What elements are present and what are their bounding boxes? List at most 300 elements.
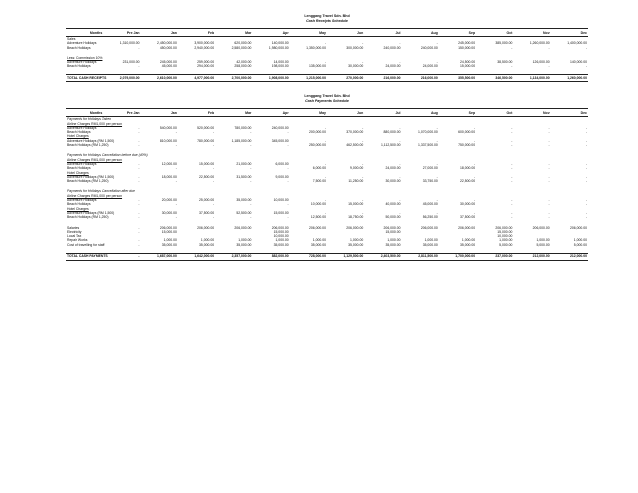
table-cell: - xyxy=(436,125,438,130)
table-cell: 15,000.00 xyxy=(161,229,177,234)
table-cell: - xyxy=(175,130,177,135)
total-row xyxy=(66,75,588,82)
table-cell: 1,310,000.00 xyxy=(119,41,140,46)
table-cell: 245,000.00 xyxy=(159,60,177,65)
table-cell: 9,000.00 xyxy=(350,166,364,171)
table-cell: 1,000.00 xyxy=(275,238,289,243)
table-cell: - xyxy=(362,174,364,179)
column-header: Apr xyxy=(252,109,289,117)
table-cell: - xyxy=(362,125,364,130)
row-label: TOTAL CASH PAYMENTS xyxy=(67,254,108,259)
table-cell: 150,000.00 xyxy=(458,45,476,50)
table-cell: 780,000.00 xyxy=(197,138,215,143)
table-cell: 18,000.00 xyxy=(161,174,177,179)
table-cell: - xyxy=(436,210,438,215)
table-cell: - xyxy=(399,138,401,143)
table-cell: 370,000.00 xyxy=(346,130,364,135)
row-label: Adventure Holidays (RM 1,500) xyxy=(67,138,115,143)
table-cell: 216,000.00 xyxy=(402,75,439,82)
table-cell: 30,000.00 xyxy=(161,210,177,215)
table-cell: 240,000.00 xyxy=(271,125,289,130)
table-cell: 1,000.00 xyxy=(461,238,476,243)
table-cell: 135,000.00 xyxy=(308,64,326,69)
table-cell: 22,500.00 xyxy=(199,174,215,179)
table-cell: 5,000.00 xyxy=(499,242,513,247)
table-cell: 35,000.00 xyxy=(348,242,364,247)
table-cell: - xyxy=(138,130,140,135)
table-cell: 1,337,500.00 xyxy=(418,143,438,148)
table-cell: - xyxy=(138,138,140,143)
row-label: Beach Holidays (RM 1,250) xyxy=(67,215,109,220)
total-row xyxy=(66,253,588,260)
table-cell: - xyxy=(212,215,215,220)
table-cell: - xyxy=(250,166,252,171)
row-label: Beach Holidays (RM 1,250) xyxy=(67,143,109,148)
table-cell: 294,000.00 xyxy=(197,64,215,69)
table-cell: - xyxy=(399,198,401,203)
table-cell: 5,000.00 xyxy=(536,242,550,247)
table-cell: - xyxy=(250,179,252,184)
table-cell: - xyxy=(548,202,550,207)
table-cell: - xyxy=(585,161,587,166)
table-cell: 1,112,500.00 xyxy=(380,143,401,148)
table-cell: 1,000.00 xyxy=(238,238,252,243)
table-cell: 2,700,000.00 xyxy=(215,75,252,82)
row-label: Repair Works xyxy=(67,238,88,243)
column-header: Feb xyxy=(178,29,215,37)
column-header: Mar xyxy=(215,109,252,117)
table-cell: - xyxy=(212,179,215,184)
column-header: Aug xyxy=(402,29,439,37)
table-cell: - xyxy=(175,179,177,184)
table-cell: 300,000.00 xyxy=(346,45,364,50)
table-cell: 206,000.00 xyxy=(383,225,401,230)
table-cell: 30,000.00 xyxy=(348,64,364,69)
table-cell: - xyxy=(399,41,401,46)
table-cell: 212,000.00 xyxy=(551,253,588,260)
table-cell: - xyxy=(362,161,364,166)
table-cell: 345,000.00 xyxy=(271,138,289,143)
table-cell: 2,357,000.00 xyxy=(215,253,252,260)
table-cell: - xyxy=(548,161,550,166)
table-cell: - xyxy=(511,179,513,184)
table-cell: - xyxy=(103,253,140,260)
table-cell: - xyxy=(436,60,438,65)
table-cell: - xyxy=(324,161,326,166)
table-cell: - xyxy=(585,210,587,215)
table-cell: - xyxy=(511,210,513,215)
table-cell: 45,000.00 xyxy=(422,202,438,207)
row-label: Hotel Charges xyxy=(67,134,89,139)
table-cell: 355,500.00 xyxy=(439,75,476,82)
table-cell: 520,000.00 xyxy=(197,125,215,130)
table-cell: 1,000.00 xyxy=(387,238,401,243)
table-cell: 1,000.00 xyxy=(536,238,550,243)
table-cell: 1,642,000.00 xyxy=(178,253,215,260)
receipts-schedule-title: Cash Receipts Schedule xyxy=(306,19,348,23)
table-cell: 270,000.00 xyxy=(327,75,364,82)
table-cell: 21,000.00 xyxy=(236,161,252,166)
table-cell: - xyxy=(399,125,401,130)
table-cell: - xyxy=(138,179,140,184)
table-cell: - xyxy=(585,138,587,143)
table-cell: - xyxy=(138,174,140,179)
table-cell: - xyxy=(548,210,550,215)
table-cell: 1,000.00 xyxy=(312,238,326,243)
table-cell: 385,000.00 xyxy=(495,41,513,46)
table-cell: - xyxy=(585,198,587,203)
table-cell: - xyxy=(548,179,550,184)
table-cell: 1,000.00 xyxy=(200,238,215,243)
table-cell: - xyxy=(324,125,326,130)
row-label: Beach Holidays xyxy=(67,130,91,135)
table-cell: - xyxy=(250,130,252,135)
table-cell: 40,000.00 xyxy=(385,202,401,207)
table-cell: 206,000.00 xyxy=(159,225,177,230)
table-cell: - xyxy=(511,125,513,130)
table-cell: - xyxy=(585,202,587,207)
table-cell: 1,700,000.00 xyxy=(439,253,476,260)
table-cell: 24,000.00 xyxy=(422,64,438,69)
table-cell: - xyxy=(473,174,476,179)
table-cell: 258,000.00 xyxy=(234,64,252,69)
table-cell: - xyxy=(250,143,252,148)
row-label: Less: Commission 10% xyxy=(67,55,103,60)
table-cell: 42,000.00 xyxy=(236,60,252,65)
column-header: May xyxy=(290,29,327,37)
table-cell: 15,000.00 xyxy=(497,229,513,234)
table-cell: - xyxy=(212,143,215,148)
table-cell: 1,687,000.00 xyxy=(141,253,178,260)
table-cell: 1,129,500.00 xyxy=(327,253,364,260)
table-cell: - xyxy=(436,198,438,203)
table-cell: - xyxy=(511,130,513,135)
table-cell: - xyxy=(138,225,140,230)
table-cell: 126,000.00 xyxy=(532,60,550,65)
table-cell: 206,000.00 xyxy=(346,225,364,230)
row-label: Beach Holidays xyxy=(67,64,91,69)
table-cell: - xyxy=(362,60,364,65)
table-cell: - xyxy=(362,41,364,46)
table-cell: - xyxy=(511,166,513,171)
table-cell: - xyxy=(287,215,289,220)
table-cell: 2,079,000.00 xyxy=(103,75,140,82)
table-cell: 216,000.00 xyxy=(364,75,401,82)
cash-receipts-table xyxy=(66,28,588,82)
column-header: Nov xyxy=(513,109,550,117)
table-cell: 35,000.00 xyxy=(236,242,252,247)
row-label: Adventure Holidays xyxy=(67,161,97,166)
table-cell: - xyxy=(548,198,550,203)
table-cell: - xyxy=(324,174,326,179)
column-header: Jul xyxy=(364,109,401,117)
row-label: Airline Charges RM1,000 per person xyxy=(67,193,123,198)
table-cell: - xyxy=(511,143,513,148)
table-cell: 15,000.00 xyxy=(460,64,476,69)
row-label: Payments for Holidays Cancellation before due (40%) xyxy=(67,153,148,158)
table-cell: - xyxy=(212,130,215,135)
table-cell: - xyxy=(175,143,177,148)
row-label: Adventure Holidays (RM 1,500) xyxy=(67,174,115,179)
row-label: Payments for Holidays Cancellation after due xyxy=(67,189,135,194)
table-cell: - xyxy=(585,125,587,130)
table-cell: 15,000.00 xyxy=(273,210,289,215)
table-cell: - xyxy=(585,45,587,50)
table-cell: - xyxy=(324,198,326,203)
row-label: Adventure Holidays (RM 1,500) xyxy=(67,210,115,215)
table-cell: - xyxy=(511,64,513,69)
table-cell: 18,750.00 xyxy=(348,215,364,220)
payments-schedule-title: Cash Payments Schedule xyxy=(305,99,349,104)
table-cell: 3,900,000.00 xyxy=(194,41,215,46)
table-cell: - xyxy=(138,64,140,69)
table-cell: - xyxy=(399,60,401,65)
table-cell: 35,000.00 xyxy=(273,242,289,247)
table-cell: 206,000.00 xyxy=(197,225,215,230)
table-cell: 24,000.00 xyxy=(385,64,401,69)
table-cell: 10,000.00 xyxy=(273,234,289,239)
table-cell: - xyxy=(138,238,140,243)
table-cell: - xyxy=(175,166,177,171)
cash-payments-table xyxy=(66,108,588,260)
table-cell: 206,000.00 xyxy=(308,225,326,230)
receipts-body xyxy=(66,37,588,82)
table-cell: 259,000.00 xyxy=(197,60,215,65)
table-cell: 35,000.00 xyxy=(422,242,438,247)
table-cell: 4,977,000.00 xyxy=(178,75,215,82)
table-cell: - xyxy=(138,229,140,234)
table-cell: 750,000.00 xyxy=(458,143,476,148)
table-cell: 2,403,500.00 xyxy=(364,253,401,260)
table-cell: 37,500.00 xyxy=(199,210,215,215)
payments-company-name: Lenggang Travel Sdn. Bhd xyxy=(304,94,350,99)
table-cell: - xyxy=(585,64,587,69)
table-cell: - xyxy=(138,125,140,130)
row-label: Beach Holidays (RM 1,250) xyxy=(67,179,109,184)
table-cell: 1,908,000.00 xyxy=(252,75,289,82)
table-cell: - xyxy=(324,210,326,215)
table-cell: 140,000.00 xyxy=(271,41,289,46)
table-cell: - xyxy=(287,143,289,148)
column-header: Jul xyxy=(364,29,401,37)
table-cell: - xyxy=(511,138,513,143)
column-header: May xyxy=(290,109,327,117)
table-cell: 198,000.00 xyxy=(271,64,289,69)
table-cell: - xyxy=(511,202,513,207)
table-cell: 12,000.00 xyxy=(161,161,177,166)
table-cell: - xyxy=(287,179,289,184)
table-cell: 237,000.00 xyxy=(476,253,513,260)
row-label: Local Tax xyxy=(67,234,82,239)
row-label: Adventure Holidays xyxy=(67,60,97,65)
table-cell: - xyxy=(287,166,289,171)
table-cell: - xyxy=(473,138,476,143)
column-header: Months xyxy=(66,29,103,37)
table-cell: 25,000.00 xyxy=(199,198,215,203)
table-cell: 35,000.00 xyxy=(199,242,215,247)
table-cell: 1,980,000.00 xyxy=(268,45,289,50)
column-header: Pre Jan xyxy=(103,109,140,117)
table-cell: 35,000.00 xyxy=(385,242,401,247)
row-label: TOTAL CASH RECEIPTS xyxy=(67,76,107,81)
table-cell: 1,260,000.00 xyxy=(551,75,588,82)
table-cell: - xyxy=(399,174,401,179)
table-cell: - xyxy=(138,210,140,215)
payments-header-row xyxy=(66,109,588,117)
table-cell: - xyxy=(175,215,177,220)
row-label: Beach Holidays xyxy=(67,45,91,50)
table-cell: - xyxy=(585,179,587,184)
table-cell: 22,500.00 xyxy=(460,179,476,184)
table-cell: - xyxy=(138,166,140,171)
table-cell: - xyxy=(511,215,513,220)
column-header: Aug xyxy=(402,109,439,117)
table-cell: 250,000.00 xyxy=(308,143,326,148)
column-header: Apr xyxy=(252,29,289,37)
table-cell: 240,000.00 xyxy=(420,45,438,50)
table-cell: 9,000.00 xyxy=(275,174,289,179)
table-cell: 600,000.00 xyxy=(458,130,476,135)
row-label: Cost of travelling for staff xyxy=(67,242,105,247)
table-cell: 1,000.00 xyxy=(163,238,177,243)
spreadsheet-sheet xyxy=(66,0,588,261)
table-cell: - xyxy=(548,166,550,171)
table-cell: 206,000.00 xyxy=(570,225,587,230)
table-cell: - xyxy=(399,210,401,215)
table-cell: 24,500.00 xyxy=(460,60,476,65)
column-header: Pre Jan xyxy=(103,29,140,37)
table-cell: 1,185,000.00 xyxy=(231,138,252,143)
table-cell: 206,000.00 xyxy=(532,225,550,230)
table-cell: - xyxy=(362,198,364,203)
table-cell: 206,000.00 xyxy=(495,225,513,230)
table-cell: 33,750.00 xyxy=(422,179,438,184)
table-cell: - xyxy=(324,138,326,143)
table-cell: - xyxy=(324,41,326,46)
table-cell: 810,000.00 xyxy=(159,138,177,143)
table-cell: - xyxy=(175,202,177,207)
table-cell: 35,000.00 xyxy=(236,198,252,203)
table-cell: - xyxy=(473,198,476,203)
table-cell: - xyxy=(399,161,401,166)
table-cell: 1,350,000.00 xyxy=(306,45,326,50)
table-cell: 15,000.00 xyxy=(385,229,401,234)
table-cell: - xyxy=(212,202,215,207)
table-cell: 10,000.00 xyxy=(497,234,513,239)
row-label: Electricity xyxy=(67,229,82,234)
table-cell: - xyxy=(585,130,587,135)
table-cell: - xyxy=(548,125,550,130)
row-label: Hotel Charges xyxy=(67,170,89,175)
column-header: Jun xyxy=(327,29,364,37)
row-label: Hotel Charges xyxy=(67,206,89,211)
table-cell: 52,500.00 xyxy=(236,210,252,215)
table-cell: 1,400,000.00 xyxy=(567,41,587,46)
row-label: Sales xyxy=(67,37,76,41)
table-cell: 7,500.00 xyxy=(312,179,326,184)
table-cell: 2,940,000.00 xyxy=(194,45,215,50)
table-cell: 1,000.00 xyxy=(424,238,438,243)
table-cell: 1,134,000.00 xyxy=(513,75,550,82)
table-cell: 206,000.00 xyxy=(458,225,476,230)
column-header: Oct xyxy=(476,109,513,117)
column-header: Jun xyxy=(327,109,364,117)
table-cell: 206,000.00 xyxy=(234,225,252,230)
table-cell: 45,000.00 xyxy=(161,64,177,69)
table-cell: 1,070,000.00 xyxy=(418,130,438,135)
table-cell: 37,500.00 xyxy=(460,215,476,220)
table-cell: 231,000.00 xyxy=(122,60,140,65)
table-cell: 35,000.00 xyxy=(161,242,177,247)
row-label: Airline Charges RM1,000 per person xyxy=(67,157,123,162)
table-cell: - xyxy=(473,125,476,130)
table-cell: 728,000.00 xyxy=(290,253,327,260)
table-cell: 15,000.00 xyxy=(273,229,289,234)
table-cell: 880,000.00 xyxy=(383,130,401,135)
table-cell: 2,580,000.00 xyxy=(231,45,252,50)
column-header: Mar xyxy=(215,29,252,37)
table-cell: - xyxy=(287,130,289,135)
column-header: Sep xyxy=(439,109,476,117)
table-cell: 212,000.00 xyxy=(513,253,550,260)
table-cell: 20,000.00 xyxy=(161,198,177,203)
column-header: Dec xyxy=(551,109,588,117)
table-cell: - xyxy=(138,202,140,207)
table-cell: - xyxy=(473,161,476,166)
column-header: Jan xyxy=(141,29,178,37)
column-header: Jan xyxy=(141,109,178,117)
table-cell: - xyxy=(548,143,550,148)
table-cell: - xyxy=(511,45,513,50)
table-cell: 206,000.00 xyxy=(420,225,438,230)
table-cell: 50,000.00 xyxy=(385,215,401,220)
table-cell: 2,450,000.00 xyxy=(157,41,177,46)
table-cell: - xyxy=(436,174,438,179)
table-cell: 346,500.00 xyxy=(476,75,513,82)
table-cell: - xyxy=(287,202,289,207)
table-cell: 2,610,000.00 xyxy=(141,75,178,82)
table-cell: - xyxy=(436,138,438,143)
table-cell: - xyxy=(362,210,364,215)
table-cell: - xyxy=(250,202,252,207)
table-cell: 1,215,000.00 xyxy=(290,75,327,82)
row-label: Beach Holidays xyxy=(67,202,91,207)
column-header: Months xyxy=(66,109,103,117)
table-cell: 10,000.00 xyxy=(273,198,289,203)
table-cell: 140,000.00 xyxy=(570,60,587,65)
row-label: Salaries xyxy=(67,225,80,230)
table-cell: 56,250.00 xyxy=(422,215,438,220)
receipts-header-row xyxy=(66,29,588,37)
table-cell: - xyxy=(138,215,140,220)
receipts-company-name: Lenggang Travel Sdn. Bhd xyxy=(304,14,350,18)
table-cell: - xyxy=(548,138,550,143)
table-cell: - xyxy=(548,215,550,220)
row-label: Adventure Holidays xyxy=(67,41,97,46)
table-cell: - xyxy=(548,64,550,69)
table-cell: 1,260,000.00 xyxy=(529,41,550,46)
table-cell: 30,000.00 xyxy=(460,202,476,207)
table-cell: 12,500.00 xyxy=(310,215,326,220)
table-cell: 24,000.00 xyxy=(385,166,401,171)
table-cell: 5,000.00 xyxy=(573,242,587,247)
table-cell: 38,500.00 xyxy=(497,60,513,65)
table-cell: 10,000.00 xyxy=(310,202,326,207)
row-label: Adventure Holidays xyxy=(67,125,97,130)
table-cell: - xyxy=(138,161,140,166)
table-cell: - xyxy=(138,242,140,247)
table-cell: 35,000.00 xyxy=(310,242,326,247)
